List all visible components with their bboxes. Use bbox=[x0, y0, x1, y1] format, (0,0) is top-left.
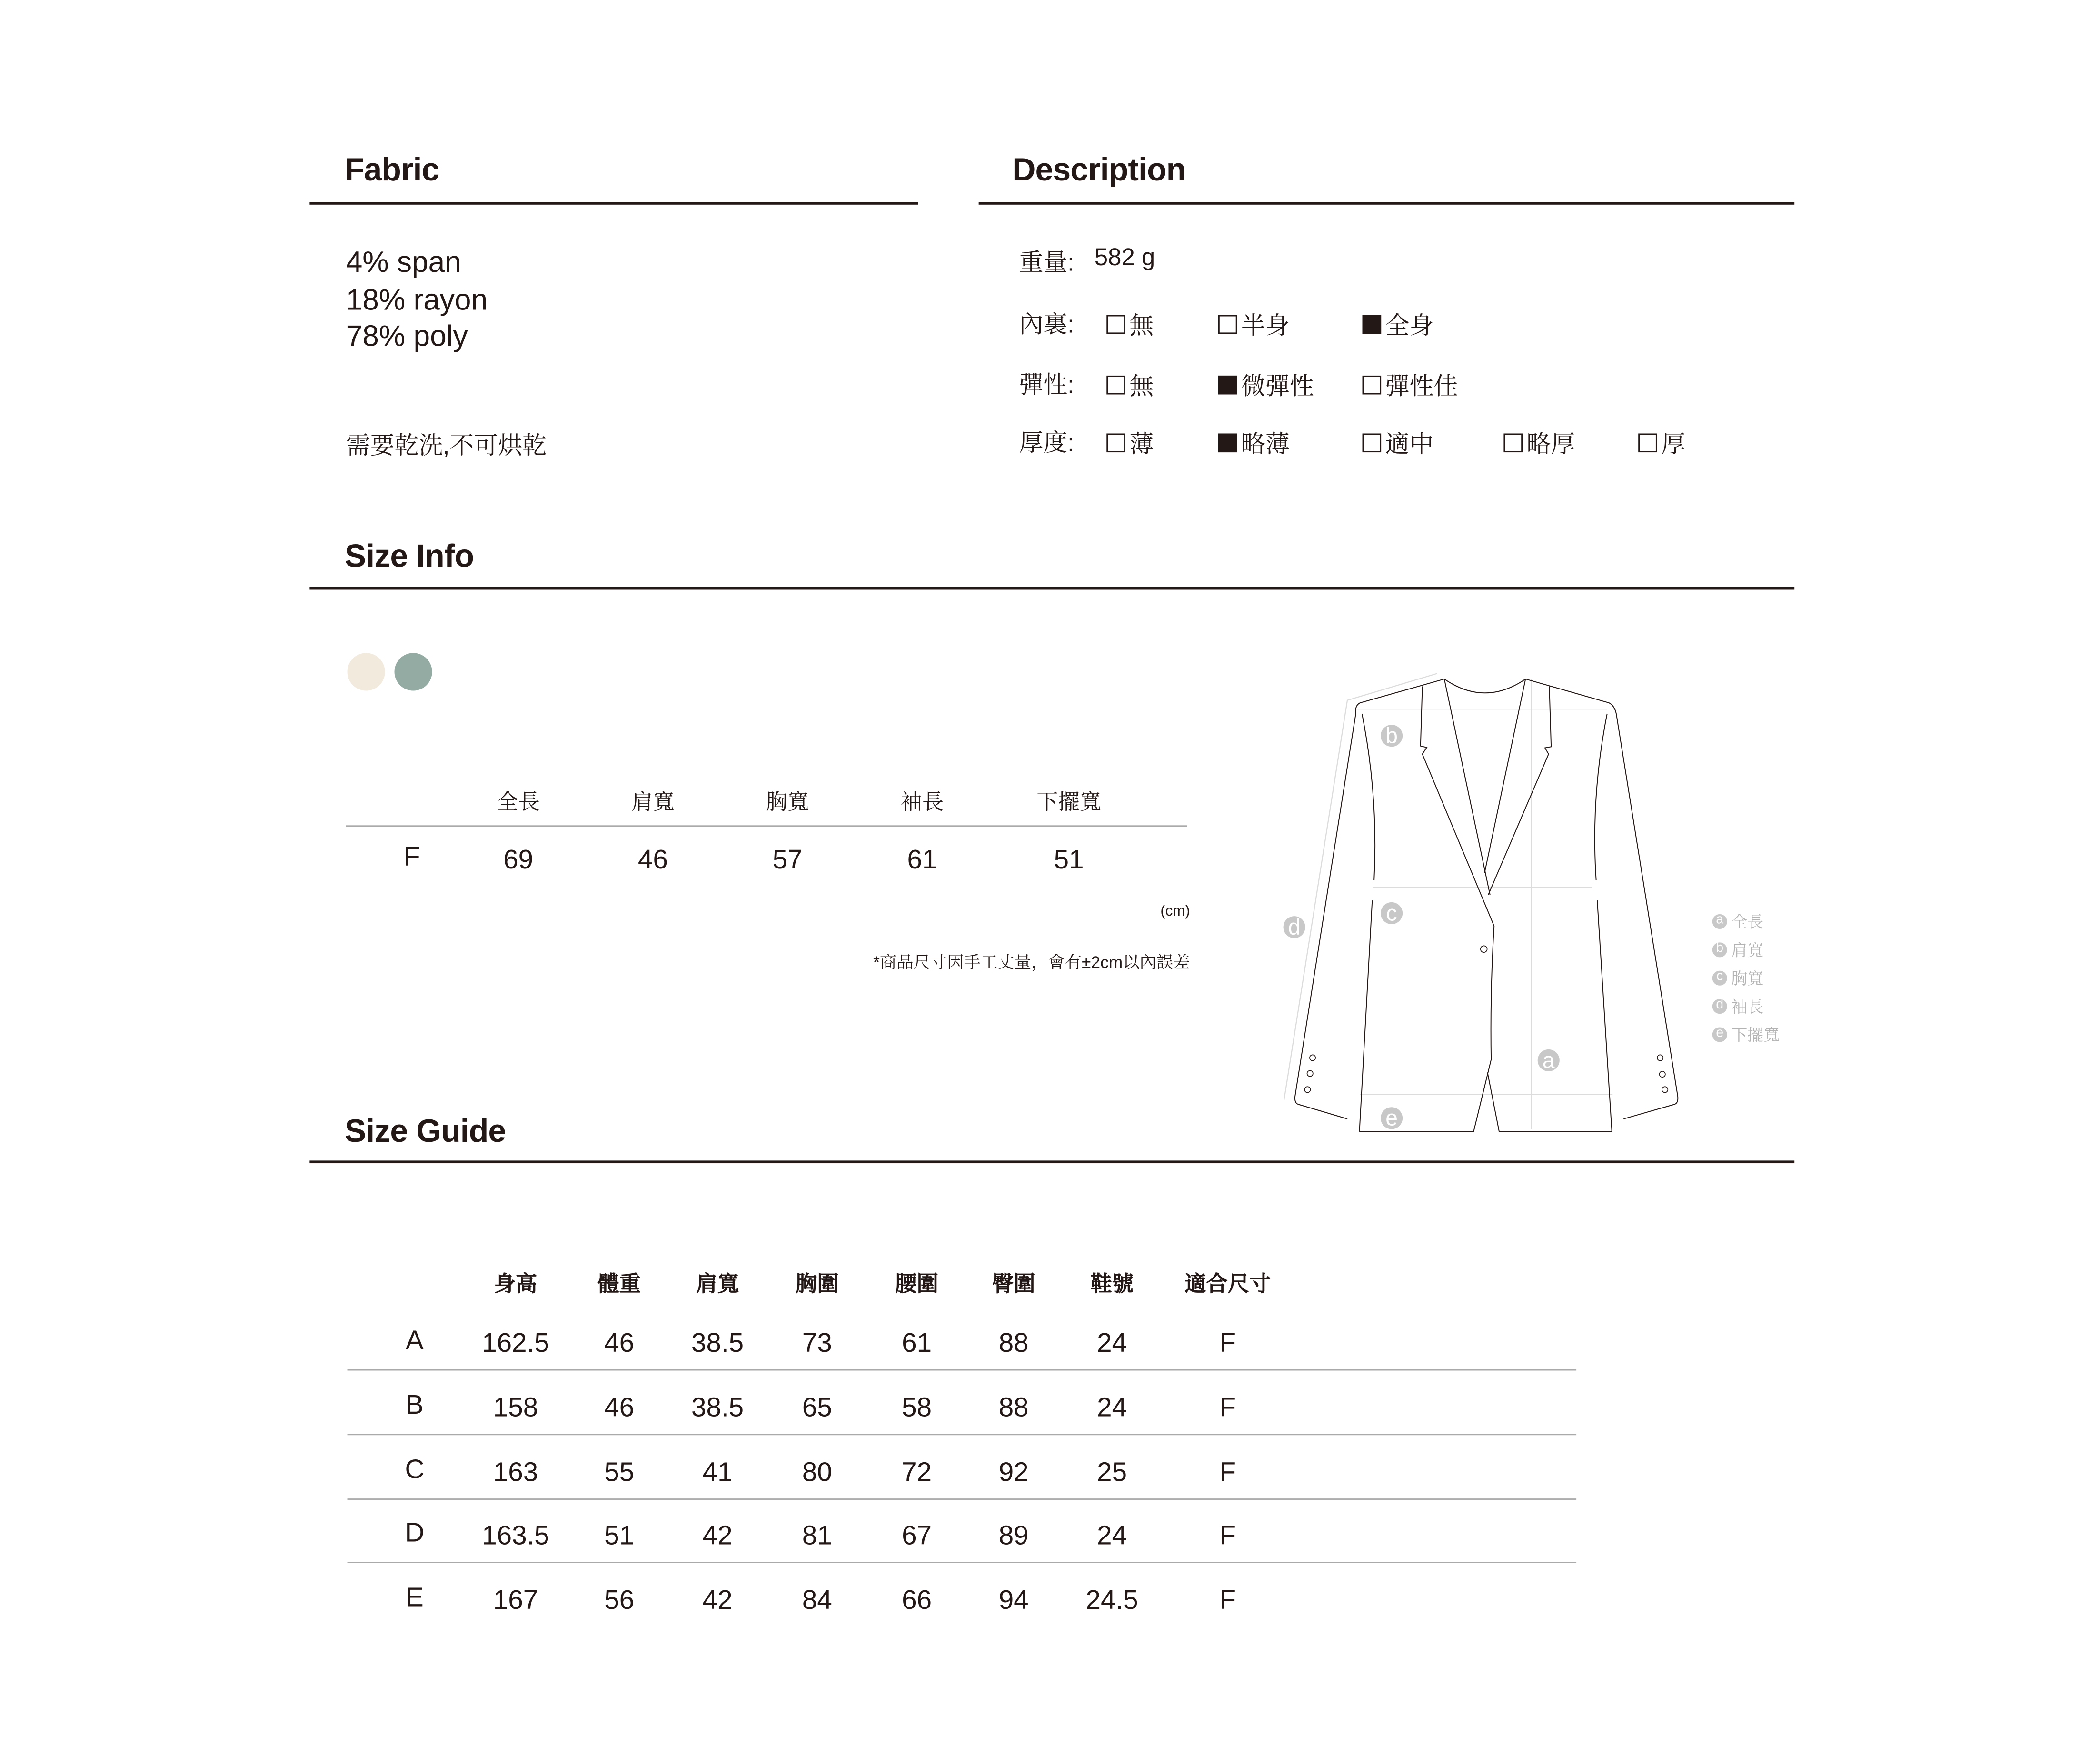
fabric-heading: Fabric bbox=[344, 152, 439, 189]
button-icons bbox=[1304, 946, 1668, 1092]
size-value: 51 bbox=[1054, 845, 1084, 875]
row-divider bbox=[348, 1562, 1577, 1563]
legend-label: 肩寬 bbox=[1731, 941, 1764, 960]
attribute-label: 彈性: bbox=[1019, 371, 1075, 399]
column-header: 全長 bbox=[497, 791, 540, 815]
size-info-header-divider bbox=[346, 825, 1187, 827]
marker-b-letter: b bbox=[1385, 723, 1398, 748]
option-label: 無 bbox=[1129, 373, 1154, 400]
guide-value: 41 bbox=[702, 1458, 733, 1488]
checkbox-icon bbox=[1106, 315, 1125, 334]
size-value: 61 bbox=[907, 845, 937, 875]
guide-value: 162.5 bbox=[482, 1328, 549, 1359]
option-unchecked bbox=[1638, 426, 1685, 461]
option-label: 厚 bbox=[1661, 430, 1686, 458]
row-divider bbox=[348, 1498, 1577, 1500]
legend-item bbox=[1712, 1020, 1780, 1048]
guide-value: 25 bbox=[1097, 1458, 1127, 1488]
size-label: F bbox=[403, 843, 420, 873]
legend-marker: d bbox=[1712, 999, 1727, 1014]
model-label: C bbox=[405, 1455, 425, 1485]
option-label: 微彈性 bbox=[1241, 373, 1314, 400]
legend-label: 全長 bbox=[1731, 913, 1764, 932]
care-instructions: 需要乾洗,不可烘乾 bbox=[346, 432, 547, 459]
weight-label: 重量: bbox=[1019, 249, 1075, 276]
legend-marker: a bbox=[1712, 914, 1727, 929]
composition-line: 18% rayon bbox=[346, 282, 488, 316]
jacket-outline bbox=[1295, 679, 1678, 1132]
guide-value: 24.5 bbox=[1085, 1586, 1138, 1616]
checkbox-icon bbox=[1363, 433, 1382, 452]
legend-label: 胸寬 bbox=[1731, 969, 1764, 988]
guide-value: 65 bbox=[802, 1393, 832, 1423]
guide-value: 24 bbox=[1097, 1328, 1127, 1359]
checkbox-icon bbox=[1106, 376, 1125, 395]
checkbox-icon bbox=[1363, 315, 1382, 334]
checkbox-icon bbox=[1638, 433, 1657, 452]
sleeve-guide bbox=[1284, 674, 1437, 1100]
diagram-legend bbox=[1712, 908, 1780, 1049]
weight-value: 582 g bbox=[1094, 243, 1155, 271]
size-value: 46 bbox=[637, 845, 668, 875]
marker-e-letter: e bbox=[1385, 1105, 1398, 1130]
option-unchecked bbox=[1363, 426, 1434, 461]
description-divider bbox=[979, 202, 1795, 204]
option-checked bbox=[1218, 426, 1290, 461]
legend-marker: e bbox=[1712, 1027, 1727, 1042]
legend-label: 下擺寬 bbox=[1731, 1026, 1780, 1045]
option-label: 略厚 bbox=[1526, 430, 1575, 458]
guide-value: 42 bbox=[702, 1586, 733, 1616]
guide-value: 94 bbox=[998, 1586, 1029, 1616]
attribute-label: 內裏: bbox=[1019, 311, 1075, 338]
legend-item bbox=[1712, 936, 1780, 964]
column-header: 肩寬 bbox=[696, 1273, 739, 1297]
legend-item bbox=[1712, 908, 1780, 936]
checkbox-icon bbox=[1503, 433, 1523, 452]
composition-line: 4% span bbox=[346, 245, 461, 279]
checkbox-icon bbox=[1363, 376, 1382, 395]
option-unchecked bbox=[1218, 307, 1290, 342]
fabric-divider bbox=[309, 202, 918, 204]
size-value: 57 bbox=[772, 845, 803, 875]
guide-value: 67 bbox=[902, 1521, 932, 1551]
guide-value: F bbox=[1219, 1393, 1236, 1423]
legend-label: 袖長 bbox=[1731, 998, 1764, 1017]
column-header: 體重 bbox=[597, 1273, 641, 1297]
fabric-composition bbox=[346, 244, 488, 355]
guide-value: 81 bbox=[802, 1521, 832, 1551]
guide-value: 163.5 bbox=[482, 1521, 549, 1551]
guide-value: 51 bbox=[604, 1521, 635, 1551]
guide-value: 92 bbox=[998, 1458, 1029, 1488]
guide-value: 88 bbox=[998, 1393, 1029, 1423]
model-label: D bbox=[405, 1518, 425, 1548]
option-label: 薄 bbox=[1129, 430, 1154, 458]
option-unchecked bbox=[1106, 307, 1154, 342]
guide-value: 61 bbox=[902, 1328, 932, 1359]
column-header: 袖長 bbox=[900, 791, 944, 815]
guide-value: 66 bbox=[902, 1586, 932, 1616]
option-label: 半身 bbox=[1241, 312, 1290, 339]
guide-value: 46 bbox=[604, 1328, 635, 1359]
option-label: 彈性佳 bbox=[1385, 373, 1458, 400]
unit-label: (cm) bbox=[1160, 903, 1190, 920]
guide-value: F bbox=[1219, 1458, 1236, 1488]
guide-value: 73 bbox=[802, 1328, 832, 1359]
column-header: 鞋號 bbox=[1090, 1273, 1134, 1297]
column-header: 腰圍 bbox=[895, 1273, 938, 1297]
checkbox-icon bbox=[1218, 315, 1237, 334]
checkbox-icon bbox=[1218, 433, 1237, 452]
marker-a-letter: a bbox=[1542, 1048, 1555, 1073]
option-label: 適中 bbox=[1385, 430, 1434, 458]
color-swatch-sage[interactable] bbox=[394, 653, 432, 690]
size-guide-heading: Size Guide bbox=[344, 1113, 506, 1150]
guide-value: 167 bbox=[493, 1586, 538, 1616]
guide-value: 55 bbox=[604, 1458, 635, 1488]
measurement-note: *商品尺寸因手工丈量，會有±2cm以內誤差 bbox=[873, 953, 1190, 972]
marker-c-letter: c bbox=[1386, 900, 1397, 926]
marker-d-letter: d bbox=[1288, 914, 1301, 939]
option-label: 無 bbox=[1129, 312, 1154, 339]
option-checked bbox=[1363, 307, 1434, 342]
column-header: 下擺寬 bbox=[1036, 791, 1101, 815]
column-header: 臀圍 bbox=[992, 1273, 1035, 1297]
guide-value: 42 bbox=[702, 1521, 733, 1551]
color-swatch-cream[interactable] bbox=[348, 653, 385, 690]
guide-value: 24 bbox=[1097, 1393, 1127, 1423]
legend-item bbox=[1712, 964, 1780, 992]
legend-marker: c bbox=[1712, 971, 1727, 986]
option-label: 全身 bbox=[1385, 312, 1434, 339]
guide-value: 84 bbox=[802, 1586, 832, 1616]
option-unchecked bbox=[1106, 368, 1154, 403]
guide-value: 38.5 bbox=[691, 1328, 744, 1359]
column-header: 身高 bbox=[494, 1273, 537, 1297]
guide-value: 46 bbox=[604, 1393, 635, 1423]
guide-value: 89 bbox=[998, 1521, 1029, 1551]
guide-value: 158 bbox=[493, 1393, 538, 1423]
checkbox-icon bbox=[1218, 376, 1237, 395]
guide-value: 72 bbox=[902, 1458, 932, 1488]
guide-value: 38.5 bbox=[691, 1393, 744, 1423]
model-label: A bbox=[406, 1326, 424, 1356]
composition-line: 78% poly bbox=[346, 319, 468, 353]
size-value: 69 bbox=[503, 845, 534, 875]
row-divider bbox=[348, 1434, 1577, 1435]
diagram-markers bbox=[1284, 723, 1560, 1130]
guide-value: 56 bbox=[604, 1586, 635, 1616]
attribute-label: 厚度: bbox=[1019, 429, 1075, 457]
column-header: 胸圍 bbox=[796, 1273, 839, 1297]
guide-value: 58 bbox=[902, 1393, 932, 1423]
measurement-guides bbox=[1284, 674, 1612, 1129]
model-label: E bbox=[406, 1583, 424, 1613]
legend-item bbox=[1712, 992, 1780, 1020]
model-label: B bbox=[406, 1390, 424, 1421]
checkbox-icon bbox=[1106, 433, 1125, 452]
guide-value: F bbox=[1219, 1586, 1236, 1616]
option-unchecked bbox=[1106, 426, 1154, 461]
column-header: 胸寬 bbox=[766, 791, 809, 815]
size-guide-divider bbox=[309, 1160, 1794, 1162]
guide-value: 88 bbox=[998, 1328, 1029, 1359]
description-heading: Description bbox=[1012, 152, 1186, 189]
size-info-heading: Size Info bbox=[344, 539, 474, 575]
option-unchecked bbox=[1363, 368, 1458, 403]
option-checked bbox=[1218, 368, 1314, 403]
guide-value: F bbox=[1219, 1521, 1236, 1551]
column-header: 肩寬 bbox=[631, 791, 675, 815]
legend-marker: b bbox=[1712, 942, 1727, 957]
size-info-divider bbox=[309, 587, 1794, 589]
column-header: 適合尺寸 bbox=[1184, 1273, 1271, 1297]
guide-value: F bbox=[1219, 1328, 1236, 1359]
row-divider bbox=[348, 1369, 1577, 1371]
option-unchecked bbox=[1503, 426, 1575, 461]
option-label: 略薄 bbox=[1241, 430, 1290, 458]
guide-value: 24 bbox=[1097, 1521, 1127, 1551]
guide-value: 163 bbox=[493, 1458, 538, 1488]
guide-value: 80 bbox=[802, 1458, 832, 1488]
